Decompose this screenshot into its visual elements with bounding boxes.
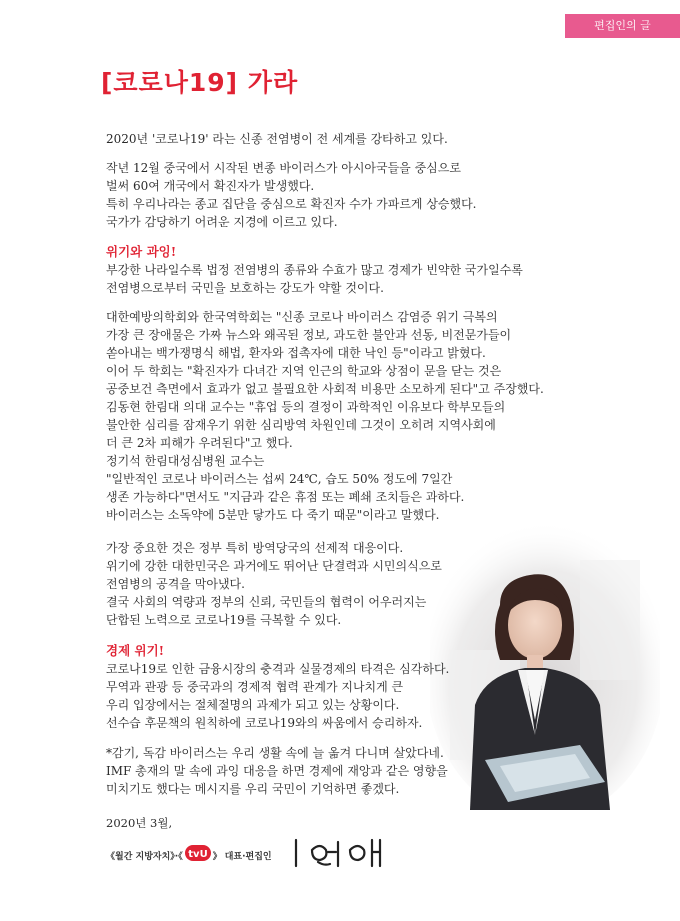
text-line: 코로나19로 인한 금융시장의 충격과 실물경제의 타격은 심각하다. [106,662,450,676]
text-line: 가장 중요한 것은 정부 특히 방역당국의 선제적 대응이다. [106,541,404,555]
paragraph [106,744,576,798]
text-line: 작년 12월 중국에서 시작된 변종 바이러스가 아시아국들을 중심으로 [106,161,461,175]
section-heading: 경제 위기! [106,643,165,658]
paragraph [106,308,576,524]
text-line: 선수습 후문책의 원칙하에 코로나19와의 싸움에서 승리하자. [106,716,423,730]
text-line: 위기에 강한 대한민국은 과거에도 뛰어난 단결력과 시민의식으로 [106,559,442,573]
svg-text:tvU: tvU [188,849,208,860]
text-line: 가장 큰 장애물은 가짜 뉴스와 왜곡된 정보, 과도한 불안과 선동, 비전문가들이 [106,328,512,342]
text-line: 정기석 한림대성심병원 교수는 [106,454,265,468]
publication-name-end: 》 [212,851,222,862]
tvu-logo [185,845,211,865]
text-line: 미치기도 했다는 메시지를 우리 국민이 기억하면 좋겠다. [106,782,400,796]
text-line: 불안한 심리를 잠재우기 위한 심리방역 차원인데 그것이 오히려 지역사회에 [106,418,496,432]
section-heading: 위기와 과잉! [106,244,177,259]
text-line: 2020년 '코로나19' 라는 신종 전염병이 전 세계를 강타하고 있다. [106,132,448,146]
text-line: 이어 두 학회는 "확진자가 다녀간 지역 인근의 학교와 상점이 문을 닫는 것은 [106,364,502,378]
publication-name: 《월간 지방자치》·《 [106,851,183,862]
signature-row [106,840,576,870]
text-line: 특히 우리나라는 종교 집단을 중심으로 확진자 수가 가파르게 상승했다. [106,197,477,211]
text-line: 더 큰 2차 피해가 우려된다"고 했다. [106,436,293,450]
text-line: *감기, 독감 바이러스는 우리 생활 속에 늘 옮겨 다니며 살았다네. [106,746,444,760]
text-line: "일반적인 코로나 바이러스는 섭씨 24℃, 습도 50% 정도에 7일간 [106,472,453,486]
text-line: 우리 입장에서는 절체절명의 과제가 되고 있는 상황이다. [106,698,400,712]
article-title: [코로나19] 가라 [101,68,299,97]
text-line: 벌써 60여 개국에서 확진자가 발생했다. [106,179,315,193]
text-line: 결국 사회의 역량과 정부의 신뢰, 국민들의 협력이 어우러지는 [106,595,427,609]
text-line: 쏟아내는 백가쟁명식 해법, 환자와 접촉자에 대한 낙인 등"이라고 밝혔다. [106,346,486,360]
author-role: 대표·편집인 [224,851,272,862]
text-line: 전염병의 공격을 막아냈다. [106,577,245,591]
text-line: 대한예방의학회와 한국역학회는 "신종 코로나 바이러스 감염증 위기 극복의 [106,310,498,324]
text-line: 부강한 나라일수록 법정 전염병의 종류와 수효가 많고 경제가 빈약한 국가일수록 [106,263,523,277]
text-line: 단합된 노력으로 코로나19를 극복할 수 있다. [106,613,342,627]
section-tag: 편집인의 글 [565,14,680,38]
text-line: 김동현 한림대 의대 교수는 "휴업 등의 결정이 과학적인 이유보다 학부모들의 [106,400,506,414]
text-line: 국가가 감당하기 어려운 지경에 이르고 있다. [106,215,338,229]
text-line: 생존 가능하다"면서도 "지금과 같은 휴점 또는 폐쇄 조치들은 과하다. [106,490,465,504]
closing-date: 2020년 3월, [106,816,173,830]
paragraph [106,159,576,231]
paragraph [106,539,576,629]
text-line: IMF 총재의 말 속에 과잉 대응을 하면 경제에 재앙과 같은 영향을 [106,764,448,778]
text-line: 공중보건 측면에서 효과가 없고 불필요한 사회적 비용만 소모하게 된다"고 주장했다. [106,382,544,396]
text-line: 전염병으로부터 국민을 보호하는 강도가 약할 것이다. [106,281,384,295]
text-line: 바이러스는 소독약에 5분만 닿가도 다 죽기 때문"이라고 말했다. [106,508,440,522]
handwritten-signature [284,836,394,874]
article-body [106,118,576,870]
paragraph [106,243,576,297]
paragraph [106,130,576,148]
text-line: 무역과 관광 등 중국과의 경제적 협력 관계가 지나치게 큰 [106,680,404,694]
paragraph [106,642,576,732]
